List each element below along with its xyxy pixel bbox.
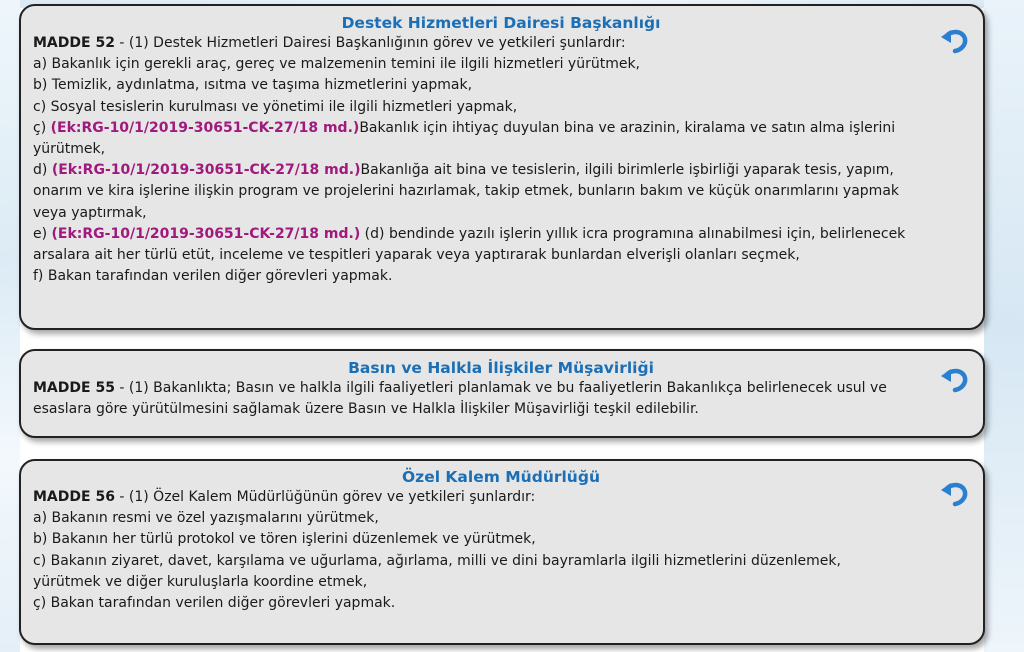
undo-arrow-icon[interactable]	[939, 479, 969, 507]
list-item-e-cont: arsalara ait her türlü etüt, inceleme ve tespitleri yaparak veya yaptırarak bunlardan elverişli olanları seçmek,	[33, 247, 800, 264]
list-item-c: c) Sosyal tesislerin kurulması ve yönetimi ile ilgili hizmetleri yapmak,	[33, 98, 518, 115]
article-text-cont: esaslara göre yürütülmesini sağlamak üzere Basın ve Halkla İlişkiler Müşavirliği teşkil edilebilir.	[33, 401, 699, 418]
amendment-reference[interactable]: (Ek:RG-10/1/2019-30651-CK-27/18 md.)	[50, 119, 360, 136]
undo-arrow-icon[interactable]	[939, 26, 969, 54]
article-intro: MADDE 56 - (1) Özel Kalem Müdürlüğünün görev ve yetkileri şunlardır:	[33, 489, 536, 505]
section-destek-hizmetleri	[19, 4, 985, 330]
background-left	[0, 0, 20, 652]
amendment-reference[interactable]: (Ek:RG-10/1/2019-30651-CK-27/18 md.)	[51, 225, 361, 242]
list-item-f: f) Bakan tarafından verilen diğer görevleri yapmak.	[33, 268, 393, 285]
list-item-d-cont2: veya yaptırmak,	[33, 204, 147, 221]
section-basin-halkla	[19, 349, 985, 438]
list-item-c: c) Bakanın ziyaret, davet, karşılama ve uğurlama, ağırlama, milli ve dini bayramlarla ilgili hizmetlerini düzenlemek,	[33, 552, 841, 569]
section-title: Özel Kalem Müdürlüğü	[402, 468, 600, 486]
amendment-reference[interactable]: (Ek:RG-10/1/2019-30651-CK-27/18 md.)	[51, 162, 361, 179]
section-title: Basın ve Halkla İlişkiler Müşavirliği	[348, 359, 654, 377]
article-intro: MADDE 52 - (1) Destek Hizmetleri Dairesi Başkanlığının görev ve yetkileri şunlardır:	[33, 35, 626, 51]
article-number: MADDE 52	[33, 35, 115, 51]
list-item-c-cedilla-cont: yürütmek,	[33, 141, 106, 158]
list-item-a: a) Bakanın resmi ve özel yazışmalarını yürütmek,	[33, 510, 379, 527]
section-ozel-kalem	[19, 459, 985, 645]
list-item-b: b) Bakanın her türlü protokol ve tören işlerini düzenlemek ve yürütmek,	[33, 531, 536, 548]
list-item-e: e) (Ek:RG-10/1/2019-30651-CK-27/18 md.) (d) bendinde yazılı işlerin yıllık icra programına alınabilmesi için, belirlenecek	[33, 225, 906, 242]
list-item-d: d) (Ek:RG-10/1/2019-30651-CK-27/18 md.)Bakanlığa ait bina ve tesislerin, ilgili birimlerle işbirliği yaparak tesis, yapım,	[33, 162, 894, 179]
list-item-b: b) Temizlik, aydınlatma, ısıtma ve taşıma hizmetlerini yapmak,	[33, 77, 473, 94]
list-item-a: a) Bakanlık için gerekli araç, gereç ve malzemenin temini ile ilgili hizmetleri yürütmek,	[33, 56, 641, 73]
article-number: MADDE 55	[33, 380, 115, 396]
background-right	[984, 0, 1024, 652]
undo-arrow-icon[interactable]	[939, 365, 969, 393]
list-item-c-cedilla: ç) Bakan tarafından verilen diğer görevleri yapmak.	[33, 595, 396, 612]
list-item-c-cedilla: ç) (Ek:RG-10/1/2019-30651-CK-27/18 md.)Bakanlık için ihtiyaç duyulan bina ve arazinin, kiralama ve satın alma işlerini	[33, 119, 896, 136]
article-text: MADDE 55 - (1) Bakanlıkta; Basın ve halkla ilgili faaliyetleri planlamak ve bu faaliyetlerin Bakanlıkça belirlenecek usul ve	[33, 380, 887, 396]
article-number: MADDE 56	[33, 489, 115, 505]
list-item-c-cont: yürütmek ve diğer kuruluşlarla koordine etmek,	[33, 573, 368, 590]
section-title: Destek Hizmetleri Dairesi Başkanlığı	[341, 14, 661, 32]
list-item-d-cont: onarım ve kira işlerine ilişkin program ve projelerini hazırlamak, takip etmek, bunların bakım ve küçük onarımlarını yapmak	[33, 183, 900, 200]
